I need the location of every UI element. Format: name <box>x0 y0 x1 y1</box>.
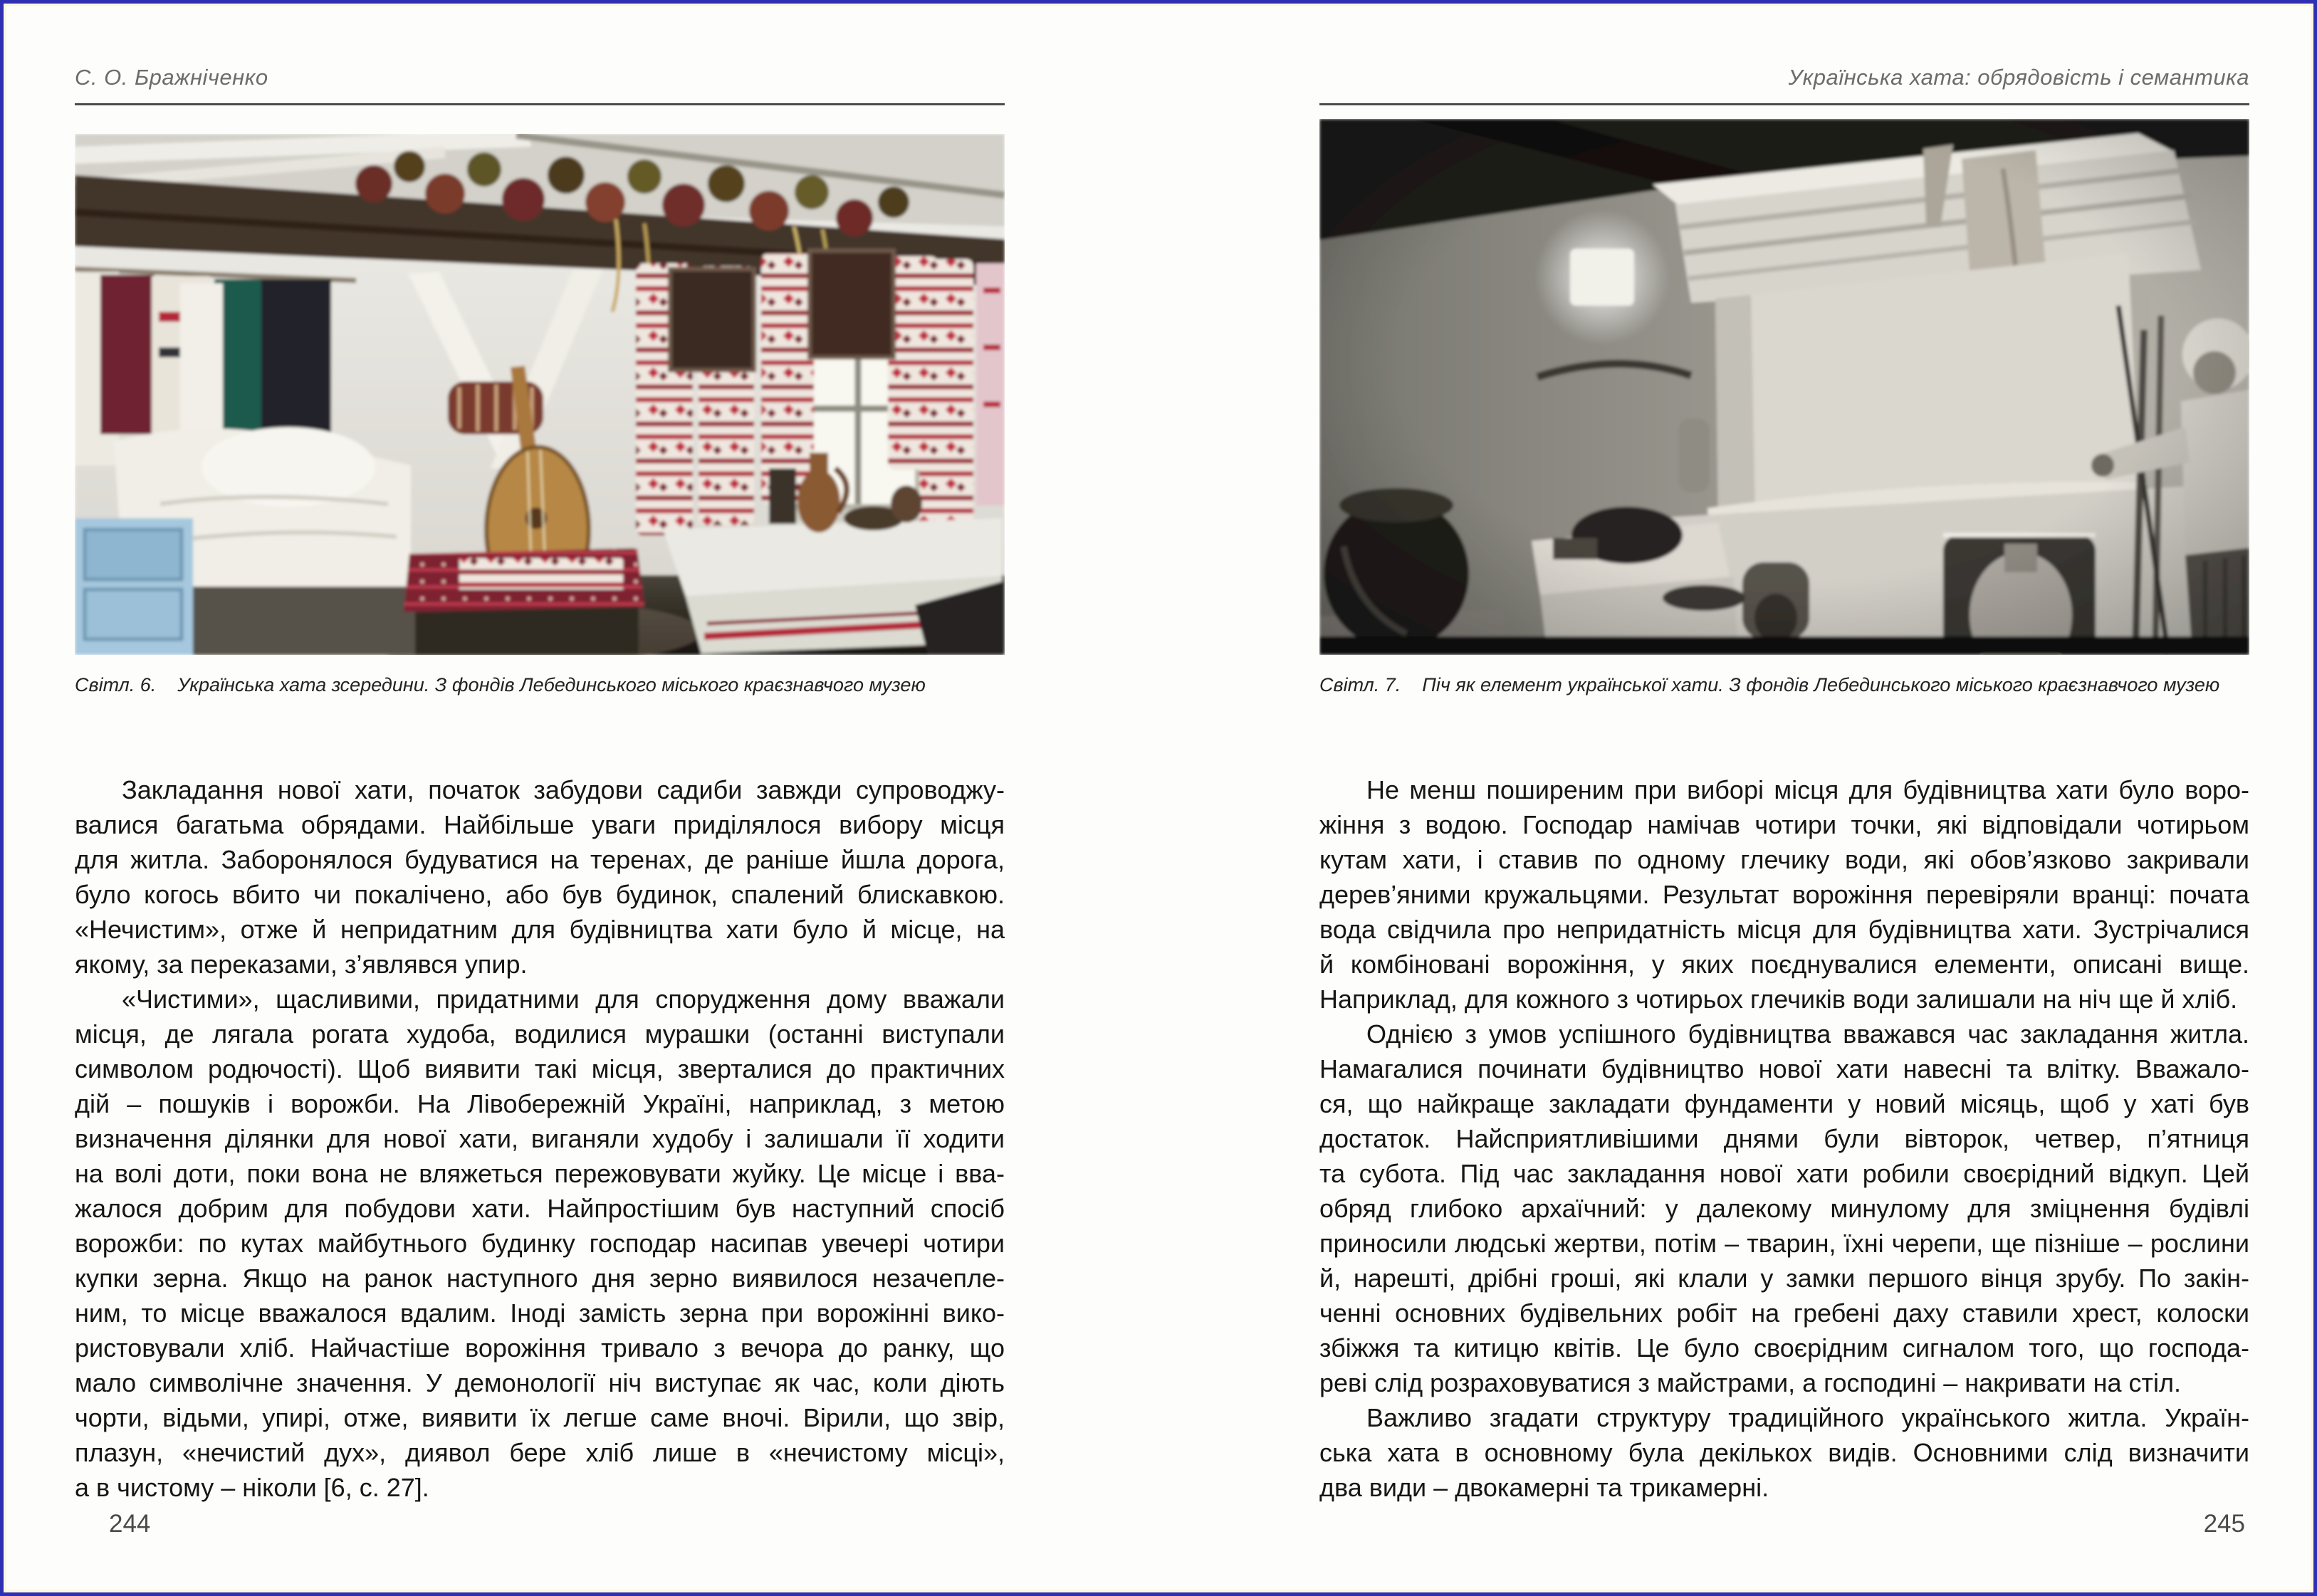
text-line: валися багатьма обрядами. Найбільше уваги приділялося вибору місця <box>75 810 1005 839</box>
caption-label: Світл. 7. <box>1319 674 1401 695</box>
page-right <box>1319 4 2249 1596</box>
text-line: Намагалися починати будівництво нової хати навесні та влітку. Вважало- <box>1319 1054 2249 1083</box>
text-line: місця, де лягала рогата худоба, водилися мурашки (останні виступали <box>75 1019 1005 1049</box>
text-line: та субота. Під час закладання нової хати робили своєрідний відкуп. Цей <box>1319 1159 2249 1188</box>
header-rule <box>1319 103 2249 105</box>
text-line: достаток. Найсприятливішими днями були вівторок, четвер, п’ятниця <box>1319 1124 2249 1153</box>
photo-pich-stove <box>1319 119 2249 655</box>
text-line: на волі доти, поки вона не вляжеться пережовувати жуйку. Це місце і вва- <box>75 1159 1005 1188</box>
caption-right <box>1319 674 2249 696</box>
text-line: Наприклад, для кожного з чотирьох глечиків води залишали на ніч ще й хліб. <box>1319 985 2238 1014</box>
text-line: купки зерна. Якщо на ранок наступного дня зерно виявилося незачепле- <box>75 1264 1005 1293</box>
text-line: дерев’яними кружальцями. Результат ворожіння перевіряли вранці: почата <box>1319 880 2249 909</box>
text-line: жалося добрим для побудови хати. Найпростішим був наступний спосіб <box>75 1194 1005 1223</box>
photo-hata-interior <box>75 134 1005 655</box>
text-line: чорти, відьми, упирі, отже, виявити їх легше саме вночі. Вірили, що звір, <box>75 1403 1005 1432</box>
text-line: ся, що найкраще закладати фундаменти у новий місяць, щоб у хаті був <box>1319 1089 2249 1118</box>
text-line: ворожби: по кутах майбутнього будинку господар насипав увечері чотири <box>75 1229 1005 1258</box>
text-line: Не менш поширеним при виборі місця для будівництва хати було воро- <box>1366 775 2249 804</box>
text-line: Важливо згадати структуру традиційного українського житла. Україн- <box>1366 1403 2249 1432</box>
text-line: приносили людські жертви, потім – тварин, їхні черепи, ще пізніше – рослини <box>1319 1229 2249 1258</box>
text-line: було когось вбито чи покалічено, або був будинок, спалений блискавкою. <box>75 880 1005 909</box>
paragraph <box>75 772 1005 982</box>
paragraph <box>1319 1017 2249 1400</box>
text-line: ристовували хліб. Найчастіше ворожіння тривало з вечора до ранку, що <box>75 1333 1005 1363</box>
text-line: дій – пошуків і ворожби. На Лівобережній Україні, наприклад, з метою <box>75 1089 1005 1118</box>
running-header-left: С. О. Бражніченко <box>75 65 268 90</box>
text-line: реві слід розраховуватися з майстрами, а господині – накривати на стіл. <box>1319 1368 2182 1397</box>
paragraph <box>75 982 1005 1505</box>
text-line: вода свідчила про непридатність місця для будівництва хати. Зустрічалися <box>1319 915 2249 944</box>
text-line: Закладання нової хати, початок забудови садиби завжди супроводжу- <box>122 775 1005 804</box>
caption-text: Українська хата зсередини. З фондів Лебединського міського краєзнавчого музею <box>177 674 926 695</box>
text-line: й комбіновані ворожіння, у яких поєднувалися елементи, описані вище. <box>1319 950 2249 979</box>
pich-stove-illustration <box>1319 119 2249 655</box>
text-line: якому, за переказами, з’являвся упир. <box>75 950 528 979</box>
text-line: символом родючості). Щоб виявити такі місця, зверталися до практичних <box>75 1054 1005 1083</box>
paragraph <box>1319 772 2249 1017</box>
text-line: «Чистими», щасливими, придатними для спорудження дому вважали <box>122 985 1005 1014</box>
text-line: «Нечистим», отже й непридатним для будівництва хати було й місце, на <box>75 915 1005 944</box>
text-line: ська хата в основному була декількох видів. Основними слід визначити <box>1319 1438 2249 1467</box>
text-line: а в чистому – ніколи [6, с. 27]. <box>75 1473 429 1502</box>
text-line: збіжжя та китицю квітів. Це було своєрідним сигналом того, що господа- <box>1319 1333 2249 1363</box>
caption-text: Піч як елемент української хати. З фондів Лебединського міського краєзнавчого музею <box>1422 674 2220 695</box>
header-rule <box>75 103 1005 105</box>
text-line: два види – двокамерні та трикамерні. <box>1319 1473 1769 1502</box>
page-number-right: 245 <box>2203 1510 2245 1538</box>
running-header-right: Українська хата: обрядовість і семантика <box>1788 65 2249 90</box>
text-line: мало символічне значення. У демонології ніч виступає як час, коли діють <box>75 1368 1005 1397</box>
body-text-left <box>75 772 1005 1505</box>
text-line: й, нарешті, дрібні гроші, які клали у замки першого вінця зрубу. По закін- <box>1319 1264 2249 1293</box>
text-line: плазун, «нечистий дух», диявол бере хліб лише в «нечистому місці», <box>75 1438 1005 1467</box>
text-line: для житла. Заборонялося будуватися на теренах, де раніше йшла дорога, <box>75 845 1005 874</box>
page-left <box>75 4 1005 1596</box>
body-text-right <box>1319 772 2249 1505</box>
text-line: жіння з водою. Господар намічав чотири точки, які відповідали чотирьом <box>1319 810 2249 839</box>
page-number-left: 244 <box>109 1510 151 1538</box>
caption-label: Світл. 6. <box>75 674 157 695</box>
text-line: ним, то місце вважалося вдалим. Іноді замість зерна при ворожінні вико- <box>75 1298 1005 1328</box>
text-line: визначення ділянки для нової хати, виганяли худобу і залишали її ходити <box>75 1124 1005 1153</box>
text-line: ченні основних будівельних робіт на гребені даху ставили хрест, колоски <box>1319 1298 2249 1328</box>
paragraph <box>1319 1400 2249 1505</box>
caption-left <box>75 674 1005 696</box>
text-line: кутам хати, і ставив по одному глечику води, які обов’язково закривали <box>1319 845 2249 874</box>
hata-interior-illustration <box>75 134 1005 655</box>
text-line: обряд глибоко архаїчний: у далекому минулому для зміцнення будівлі <box>1319 1194 2249 1223</box>
text-line: Однією з умов успішного будівництва вважався час закладання житла. <box>1366 1019 2249 1049</box>
